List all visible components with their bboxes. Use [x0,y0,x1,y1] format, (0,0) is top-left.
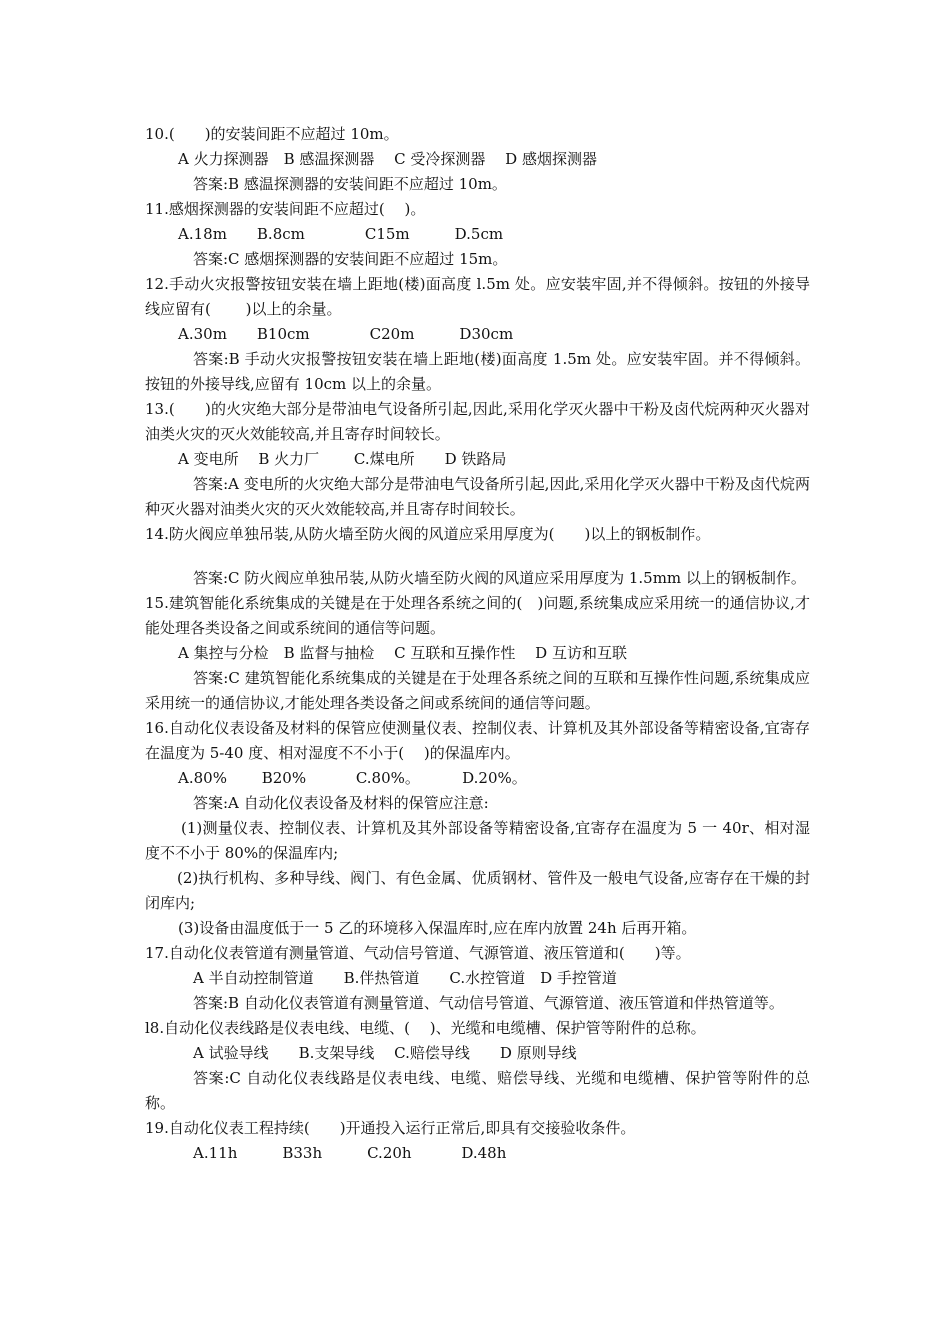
answer-13: 答案:A 变电所的火灾绝大部分是带油电气设备所引起,因此,采用化学灭火器中干粉及卤代烷两种灭火器对油类火灾的灭火效能较高,并且寄存时间较长。 [145,475,810,518]
options-16: A.80% B20% C.80%。 D.20%。 [178,769,527,787]
options-18: A 试验导线 B.支架导线 C.赔偿导线 D 原则导线 [193,1044,577,1062]
question-12: 12.手动火灾报警按钮安装在墙上距地(楼)面高度 l.5m 处。应安装牢固,并不得倾斜。按钮的外接导线应留有( )以上的余量。 [145,275,810,318]
question-14: 14.防火阀应单独吊装,从防火墙至防火阀的风道应采用厚度为( )以上的钢板制作。 [145,525,711,543]
question-18: l8.自动化仪表线路是仪表电线、电缆、( )、光缆和电缆槽、保护管等附件的总称。 [145,1019,706,1037]
answer-15: 答案:C 建筑智能化系统集成的关键是在于处理各系统之间的互联和互操作性问题,系统集成应采用统一的通信协议,才能处理各类设备之间或系统间的通信等问题。 [145,669,810,712]
question-17: 17.自动化仪表管道有测量管道、气动信号管道、气源管道、液压管道和( )等。 [145,944,691,962]
question-10: 10.( )的安装间距不应超过 10m。 [145,125,399,143]
answer-11: 答案:C 感烟探测器的安装间距不应超过 15m。 [193,250,508,268]
options-19: A.11h B33h C.20h D.48h [193,1144,507,1162]
options-15: A 集控与分检 B 监督与抽检 C 互联和互操作性 D 互访和互联 [178,644,627,662]
answer-12: 答案:B 手动火灾报警按钮安装在墙上距地(楼)面高度 1.5m 处。应安装牢固。并不得倾斜。按钮的外接导线,应留有 10cm 以上的余量。 [145,350,810,393]
answer-16-item-3: (3)设备由温度低于一 5 乙的环境移入保温库时,应在库内放置 24h 后再开箱。 [178,919,697,937]
document-page [145,122,810,1166]
options-12: A.30m B10cm C20m D30cm [178,325,514,343]
question-15: 15.建筑智能化系统集成的关键是在于处理各系统之间的( )问题,系统集成应采用统一的通信协议,才能处理各类设备之间或系统间的通信等问题。 [145,594,810,637]
question-13: 13.( )的火灾绝大部分是带油电气设备所引起,因此,采用化学灭火器中干粉及卤代烷两种灭火器对油类火灾的灭火效能较高,并且寄存时间较长。 [145,400,810,443]
answer-16-item-2: (2)执行机构、多种导线、阀门、有色金属、优质钢材、管件及一般电气设备,应寄存在干燥的封闭库内; [145,869,810,912]
question-11: 11.感烟探测器的安装间距不应超过( )。 [145,200,426,218]
blank-gap [145,547,810,566]
answer-18: 答案:C 自动化仪表线路是仪表电线、电缆、赔偿导线、光缆和电缆槽、保护管等附件的总称。 [145,1069,810,1112]
answer-17: 答案:B 自动化仪表管道有测量管道、气动信号管道、气源管道、液压管道和伴热管道等。 [193,994,784,1012]
options-11: A.18m B.8cm C15m D.5cm [178,225,504,243]
answer-16-item-1: (1)测量仪表、控制仪表、计算机及其外部设备等精密设备,宜寄存在温度为 5 一 40r、相对湿度不不小于 80%的保温库内; [145,819,810,862]
question-16: 16.自动化仪表设备及材料的保管应使测量仪表、控制仪表、计算机及其外部设备等精密设备,宜寄存在温度为 5-40 度、相对湿度不不小于( )的保温库内。 [145,719,810,762]
question-19: 19.自动化仪表工程持续( )开通投入运行正常后,即具有交接验收条件。 [145,1119,636,1137]
answer-10: 答案:B 感温探测器的安装间距不应超过 10m。 [193,175,507,193]
options-13: A 变电所 B 火力厂 C.煤电所 D 铁路局 [178,450,507,468]
answer-16: 答案:A 自动化仪表设备及材料的保管应注意: [193,794,489,812]
options-10: A 火力探测器 B 感温探测器 C 受冷探测器 D 感烟探测器 [178,150,597,168]
options-17: A 半自动控制管道 B.伴热管道 C.水控管道 D 手控管道 [193,969,617,987]
answer-14: 答案:C 防火阀应单独吊装,从防火墙至防火阀的风道应采用厚度为 1.5mm 以上的钢板制作。 [193,569,806,587]
